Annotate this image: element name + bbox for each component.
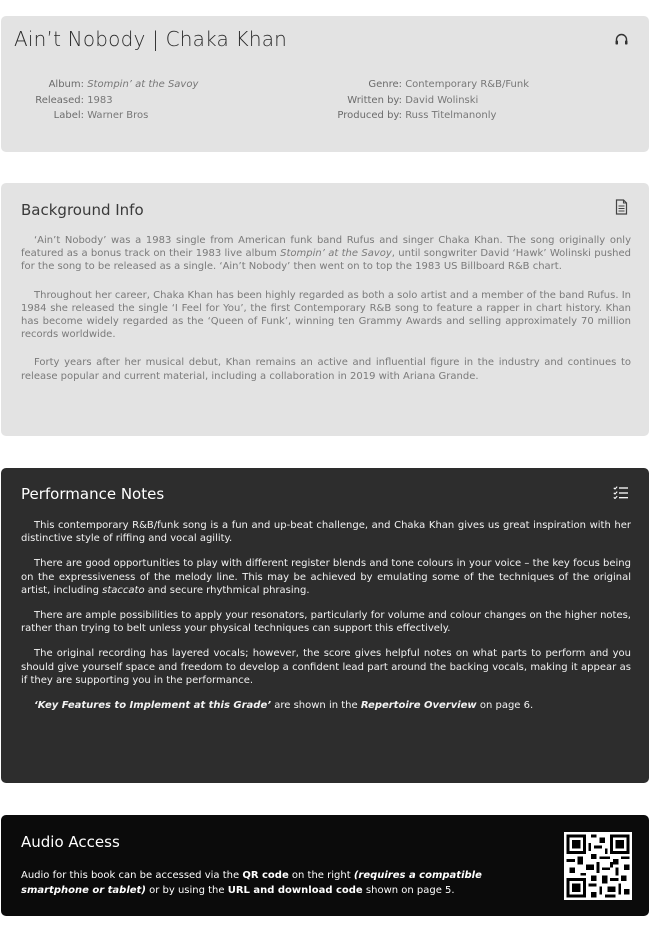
performance-paragraph-1: This contemporary R&B/funk song is a fun and up-beat challenge, and Chaka Khan gives us great inspiration with her distinctive style of riffing and vocal agility. — [21, 520, 631, 545]
released-value: 1983 — [87, 94, 113, 106]
album-row — [10, 77, 198, 93]
background-paragraph-2: Throughout her career, Chaka Khan has been highly regarded as both a solo artist and a member of the band Rufus. In 1984 she released the single ‘I Feel for You’, the first Contemporary R&B song to feature a rapper in chart history. Khan has become widely regarded as the ‘Queen of Funk’, winning ten Grammy Awards and selling approximately 70 million records worldwide. — [21, 289, 631, 341]
performance-text — [21, 519, 631, 724]
produced-by-row — [310, 108, 529, 124]
written-by-value: David Wolinski — [405, 94, 479, 106]
produced-by-label: Produced by: — [337, 110, 402, 121]
performance-paragraph-2: There are good opportunities to play with different register blends and tone colours in your voice – the key focus being on the expressiveness of the melody line. This may be achieved by emulating some of the techniques of the original artist, including staccato and secure rhythmical phrasing. — [21, 558, 631, 596]
song-meta-right — [310, 77, 529, 124]
performance-title: Performance Notes — [21, 485, 165, 503]
record-label-value: Warner Bros — [87, 110, 149, 121]
background-paragraph-1: ‘Ain’t Nobody’ was a 1983 single from American funk band Rufus and singer Chaka Khan. The song originally only featured as a bonus track on their 1983 live album Stompin’ at the Savoy, until songwriter David ‘Hawk’ Wolinski pushed for the song to be released as a single. ‘Ain’t Nobody’ then went on to top the 1983 US Billboard R&B chart. — [21, 235, 631, 273]
performance-paragraph-4: The original recording has layered vocals; however, the score gives helpful notes on what parts to perform and you should give yourself space and freedom to develop a confident lead part around the backing vocals, making it appear as if they are supporting you in the performance. — [21, 648, 631, 686]
performance-paragraph-3: There are ample possibilities to apply your resonators, particularly for volume and colour changes on the higher notes, rather than trying to belt unless your physical techniques can support this effectively. — [21, 610, 631, 635]
album-value: Stompin’ at the Savoy — [87, 79, 199, 90]
song-meta-left — [10, 77, 198, 124]
performance-paragraph-5: ‘Key Features to Implement at this Grade’ are shown in the Repertoire Overview on page 6. — [34, 700, 534, 712]
audio-text: Audio for this book can be accessed via the QR code on the right (requires a compatible smartphone or tablet) or by using the URL and download code shown on page 5. — [21, 870, 482, 896]
genre-row — [310, 77, 529, 93]
record-label-row — [10, 108, 198, 124]
produced-by-value: Russ Titelmanonly — [405, 110, 497, 121]
checklist-icon — [613, 486, 629, 499]
qr-code-icon[interactable] — [564, 832, 632, 900]
background-text — [21, 234, 631, 398]
written-by-label: Written by: — [347, 94, 402, 106]
genre-value: Contemporary R&B/Funk — [405, 79, 530, 90]
audio-access-panel — [1, 815, 649, 916]
background-title: Background Info — [21, 201, 144, 219]
record-label-label: Label: — [53, 110, 84, 121]
album-label: Album: — [48, 79, 84, 90]
document-icon — [615, 199, 628, 215]
released-row — [10, 93, 198, 109]
headphones-icon — [614, 32, 629, 46]
genre-label: Genre: — [368, 79, 402, 90]
song-title: Ain’t Nobody | Chaka Khan — [14, 27, 288, 51]
released-label: Released: — [35, 94, 84, 106]
written-by-row — [310, 93, 529, 109]
background-paragraph-3: Forty years after her musical debut, Khan remains an active and influential figure in the industry and continues to release popular and current material, including a collaboration in 2019 with Ariana Grande. — [21, 357, 631, 382]
audio-title: Audio Access — [21, 833, 120, 851]
